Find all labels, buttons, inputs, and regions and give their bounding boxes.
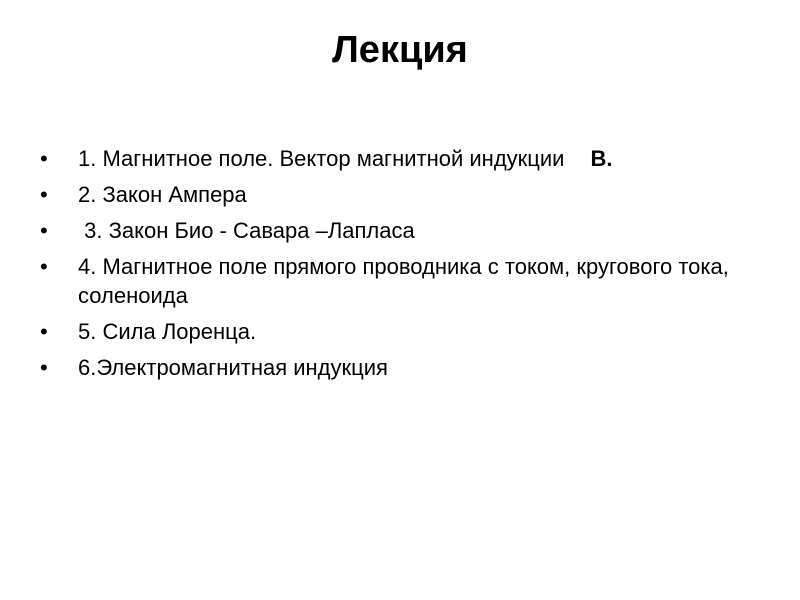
topic-item-6 <box>40 353 740 382</box>
topic-item-5 <box>40 317 740 346</box>
topic-text: 5. Сила Лоренца. <box>78 319 257 344</box>
bullet-icon: • <box>40 218 48 243</box>
topic-item-3 <box>40 216 740 245</box>
bullet-icon: • <box>40 146 48 171</box>
lecture-topics-list <box>40 144 740 389</box>
topic-text: 3. Закон Био - Савара –Лапласа <box>78 218 415 243</box>
topic-item-4 <box>40 252 740 310</box>
topic-text: 6.Электромагнитная индукция <box>78 355 388 380</box>
slide-title: Лекция <box>332 29 468 71</box>
bullet-icon: • <box>40 355 48 380</box>
bullet-icon: • <box>40 319 48 344</box>
topic-item-2 <box>40 180 740 209</box>
bullet-icon: • <box>40 182 48 207</box>
bullet-icon: • <box>40 254 48 279</box>
topic-item-1 <box>40 144 740 173</box>
topic-text: 2. Закон Ампера <box>78 182 247 207</box>
magnetic-induction-symbol: B. <box>590 146 613 171</box>
topic-text: 4. Магнитное поле прямого проводника с током, кругового тока, соленоида <box>78 254 729 308</box>
topic-text: 1. Магнитное поле. Вектор магнитной индукции <box>78 146 565 171</box>
